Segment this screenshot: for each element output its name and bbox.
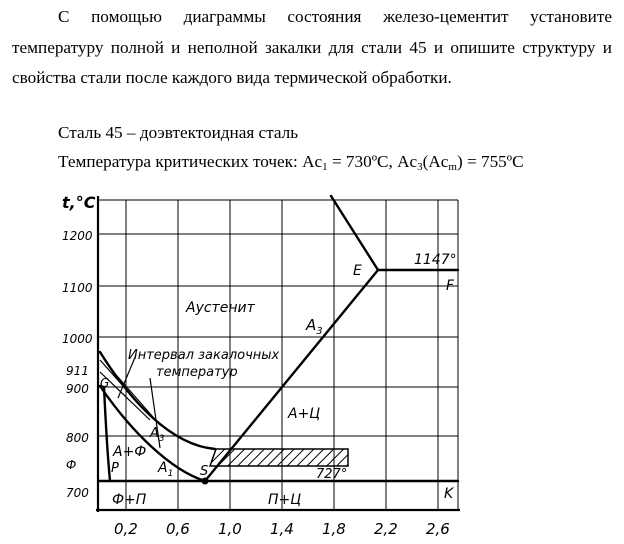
label-acm-main: A	[306, 316, 317, 334]
temps-sub3: m	[448, 161, 457, 173]
temps-sub1: 1	[322, 161, 328, 173]
y-tick-800: 800	[66, 431, 89, 445]
liquidus-line	[331, 196, 378, 270]
point-F: F	[446, 278, 455, 294]
temp-727: 727°	[316, 467, 348, 482]
point-E: E	[353, 263, 362, 279]
y-tick-1200: 1200	[62, 229, 93, 243]
temps-prefix: Температура критических точек: Ac	[58, 152, 323, 171]
x-tick-10: 1,0	[218, 520, 242, 538]
temps-suffix: ) = 755ºС	[456, 152, 524, 171]
label-quench-range-1: Интервал закалочных	[128, 348, 280, 363]
temps-mid: = 730ºС, Ac	[327, 152, 418, 171]
x-tick-18: 1,8	[322, 520, 346, 538]
label-f-p: Ф+П	[112, 492, 147, 508]
steel-line: Сталь 45 – доэвтектоидная сталь	[58, 123, 299, 142]
label-a3-main: A	[150, 426, 159, 441]
label-acm-sub: 3	[316, 326, 323, 337]
quench-band	[210, 449, 348, 466]
y-tick-911: 911	[66, 364, 89, 378]
temps-paren-open: (Ac	[422, 152, 449, 171]
x-tick-02: 0,2	[114, 520, 138, 538]
temps-sub2: 3	[417, 161, 423, 173]
label-acm	[305, 316, 323, 337]
ferrite-solvus-line	[104, 387, 110, 481]
y-tick-phi: Ф	[66, 458, 77, 472]
y-axis-title: t,°C	[62, 193, 96, 212]
label-a1-main: A	[158, 460, 168, 476]
label-austenite: Аустенит	[186, 300, 255, 316]
label-a1-sub: 1	[167, 469, 174, 479]
y-tick-900: 900	[66, 382, 89, 396]
label-quench-range-2: температур	[156, 365, 238, 380]
y-tick-1100: 1100	[62, 281, 93, 295]
point-G: G	[100, 376, 110, 390]
label-a3	[149, 426, 165, 444]
label-a-f: А+Ф	[113, 444, 147, 460]
temp-1147: 1147°	[414, 252, 457, 268]
y-tick-1000: 1000	[62, 332, 93, 346]
label-a3-sub: 3	[158, 434, 165, 444]
x-tick-22: 2,2	[374, 520, 398, 538]
point-K: K	[444, 486, 454, 502]
label-a-c: А+Ц	[288, 406, 321, 422]
point-P: P	[111, 461, 119, 476]
task-paragraph: С помощью диаграммы состояния железо-цементит установите температуру полной и неполной закалки для стали 45 и опишите структуру и свойства стали после каждого вида термической обработки.	[12, 7, 612, 87]
x-tick-14: 1,4	[270, 520, 294, 538]
y-tick-700: 700	[66, 486, 89, 500]
x-tick-26: 2,6	[426, 520, 450, 538]
point-S: S	[200, 464, 209, 479]
x-tick-06: 0,6	[166, 520, 190, 538]
label-p-c: П+Ц	[268, 492, 302, 508]
